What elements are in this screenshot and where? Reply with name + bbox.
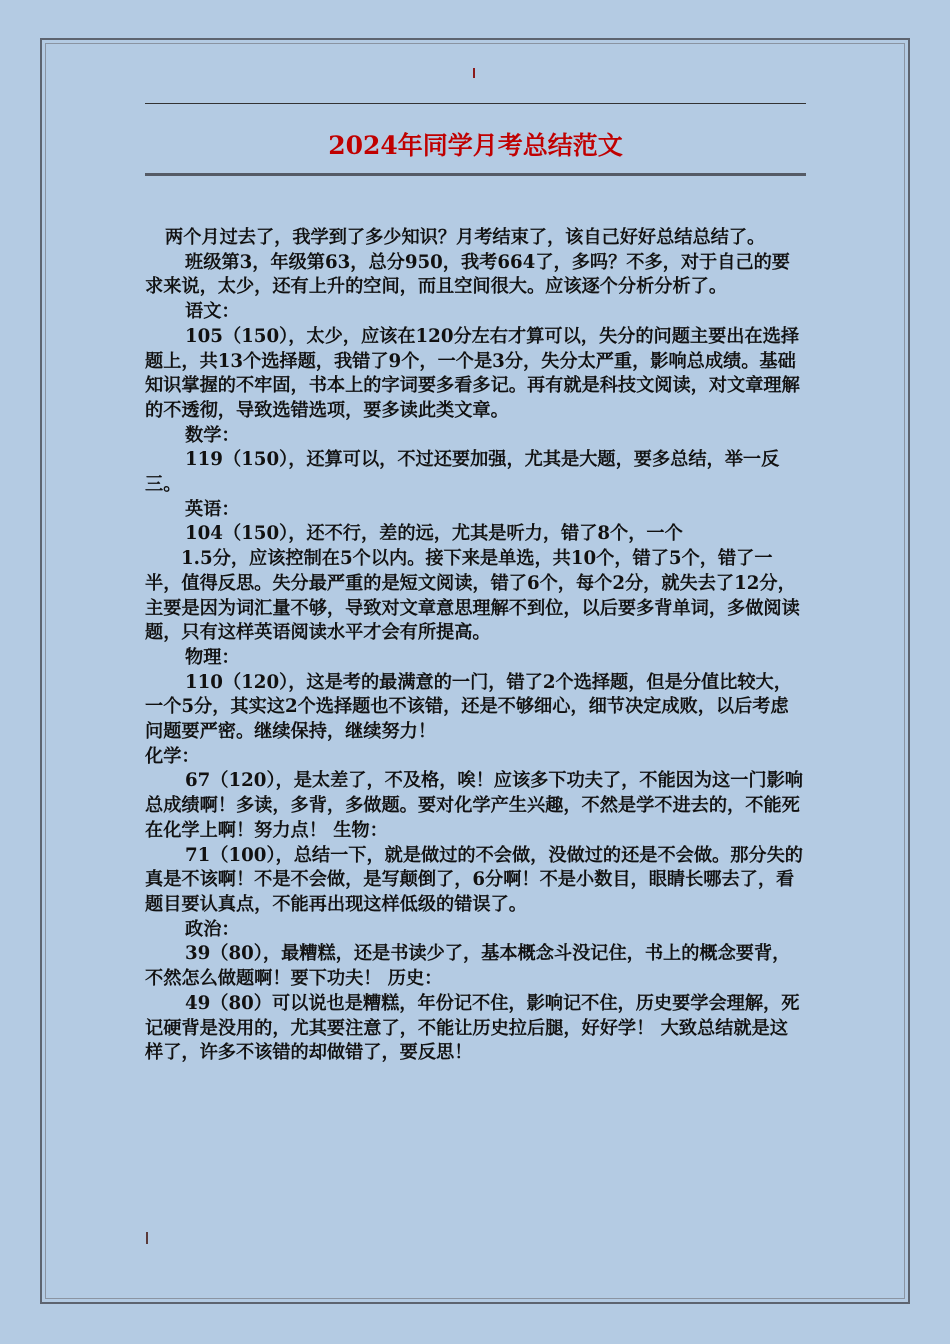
paragraph-chinese: 105（150），太少，应该在120分左右才算可以，失分的问题主要出在选择题上，共13个选择题，我错了9个，一个是3分，失分太严重，影响总成绩。基础知识掌握的不牢固，书本上的字词要多看多记。再有就是科技文阅读，对文章理解的不透彻，导致选错选项，要多读此类文章。 <box>145 325 800 421</box>
subject-heading-physics: 物理： <box>185 646 240 668</box>
paragraph-biology: 71（100），总结一下，就是做过的不会做，没做过的还是不会做。那分失的真是不该啊！不是不会做，是写颠倒了，6分啊！不是小数目，眼睛长哪去了，看题目要认真点，不能再出现这样低级的错误了。 <box>145 844 803 915</box>
paragraph-chemistry: 67（120），是太差了，不及格，唉！应该多下功夫了，不能因为这一门影响总成绩啊！多读，多背，多做题。要对化学产生兴趣，不然是学不进去的，不能死在化学上啊！努力点！ 生物： <box>145 770 803 841</box>
footer-cursor-mark <box>146 1232 148 1244</box>
subject-heading-chinese: 语文： <box>185 301 240 323</box>
header-rule-bottom <box>145 173 806 176</box>
subject-heading-english: 英语： <box>185 498 240 520</box>
subject-heading-politics: 政治： <box>185 918 240 940</box>
document-body <box>145 226 806 1066</box>
subject-heading-chemistry: 化学： <box>145 745 200 767</box>
paragraph-english-1: 104（150），还不行，差的远，尤其是听力，错了8个，一个 <box>185 523 683 545</box>
paragraph-history: 49（80）可以说也是糟糕，年份记不住，影响记不住，历史要学会理解，死记硬背是没用的，尤其要注意了，不能让历史拉后腿，好好学！ 大致总结就是这样了，许多不该错的却做错了，要反思！ <box>145 992 800 1064</box>
paragraph-math: 119（150），还算可以，不过还要加强，尤其是大题，要多总结，举一反三。 <box>145 449 780 496</box>
paragraph-physics: 110（120），这是考的最满意的一门，错了2个选择题，但是分值比较大，一个5分，其实这2个选择题也不该错，还是不够细心，细节决定成败，以后考虑问题要严密。继续保持，继续努力！ <box>145 671 792 743</box>
paragraph-intro: 两个月过去了，我学到了多少知识？月考结束了，该自己好好总结总结了。 <box>165 227 766 248</box>
header-rule-top <box>145 103 806 104</box>
subject-heading-math: 数学： <box>185 424 240 446</box>
paragraph-rank: 班级第3，年级第63，总分950，我考664了，多吗？不多，对于自己的要求来说，太少，还有上升的空间，而且空间很大。应该逐个分析分析了。 <box>145 251 790 298</box>
paragraph-politics: 39（80），最糟糕，还是书读少了，基本概念斗没记住，书上的概念要背，不然怎么做题啊！要下功夫！ 历史： <box>145 943 791 990</box>
header-cursor-mark <box>473 68 475 78</box>
document-title: 2024年同学月考总结范文 <box>328 131 623 160</box>
paragraph-english-2: 1.5分，应该控制在5个以内。接下来是单选，共10个，错了5个，错了一半，值得反思。失分最严重的是短文阅读，错了6个，每个2分，就失去了12分，主要是因为词汇量不够，导致对文章意思理解不到位，以后要多背单词，多做阅读题，只有这样英语阅读水平才会有所提高。 <box>145 548 800 644</box>
